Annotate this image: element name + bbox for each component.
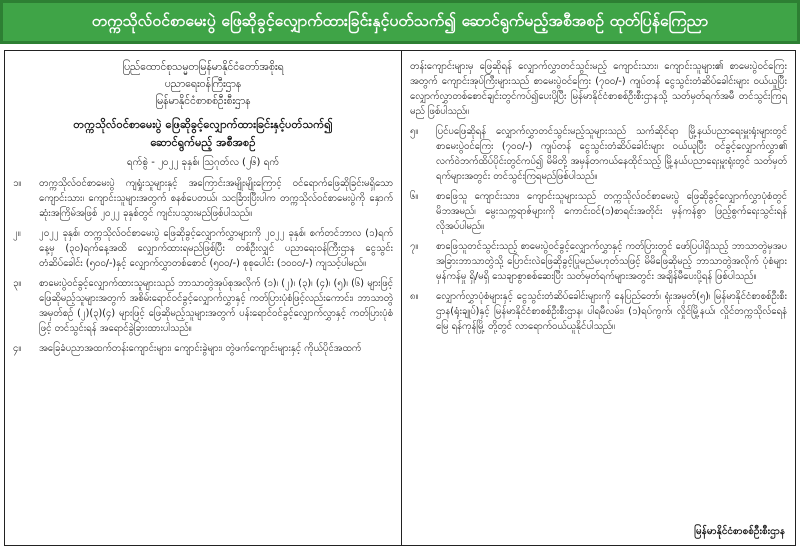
paragraph-text: စာဖြေသူ ကျောင်းသား၊ ကျောင်းသူများသည် တက္ကသိုလ်ဝင်စာမေးပွဲ ဖြေဆိုခွင့်လျှောက်လွှာပုံစံတွင် မိဘအမည်၊ မွေးသက္ကရာဇ်များကို ကောင်းဝင်(၁)စာရင်းအတိုင်း မှန်ကန်စွာ ဖြည့်စွက်ရေးသွင်းရန် လိုအပ်ပါမည်။ xyxy=(436,191,787,232)
paragraph-number: ၄။ xyxy=(13,343,22,354)
paragraph-number: ၈။ xyxy=(410,291,419,302)
paragraph-text: လျှောက်လွှာပုံစံများနှင့် ငွေသွင်းတံဆိပ်ခေါင်းများကို နေပြည်တော်၊ ရုံးအမှတ်(၅)၊ မြန်မာနိုင်ငံစာစစ်ဦးစီးဌာန(ရုံးချုပ်)နှင့် မြန်မာနိုင်ငံစာစစ်ဦးစီးဌာန၊ ပါရမီလမ်း၊ (၁)ရပ်ကွက်၊ လှိုင်မြို့နယ်၊ လှိုင်တက္ကသိုလ်ရေနံမြေ ရန်ကုန်မြို့ တို့တွင် လာရောက်ဝယ်ယူနိုင်ပါသည်။ xyxy=(436,291,787,332)
right-column xyxy=(401,51,795,545)
paragraph-text: တန်းကျောင်းများမှ ဖြေဆိုရန် လျှောက်လွှာတင်သွင်းမည့် ကျောင်းသား၊ ကျောင်းသူများ၏ စာမေးပွဲဝင်ကြေးအတွက် ကျောင်းအုပ်ကြီးများသည် စာမေးပွဲဝင်ကြေး (၇၀၀/-) ကျပ်တန် ငွေသွင်းတံဆိပ်ခေါင်းများ ဝယ်ယူပြီး လျှောက်လွှာတစ်စောင်ချင်းတွင်ကပ်၍ပေးပို့ပြီး မြန်မာနိုင်ငံစာစစ်ဦးစီးဌာနသို့ သတ်မှတ်ရက်အမီ တင်သွင်းကြရမည် ဖြစ်ပါသည်။ xyxy=(410,61,787,117)
paragraph-number: ၆။ xyxy=(410,191,419,202)
paragraph-number: ၁။ xyxy=(13,178,22,189)
paragraph xyxy=(13,176,393,221)
paragraph xyxy=(13,276,393,336)
paragraph-continuation xyxy=(410,59,787,119)
paragraph-text: စာမေးပွဲဝင်ခွင့်လျှောက်ထားသူများသည် ဘာသာတွဲအုပ်စုအလိုက် (၁)၊ (၂)၊ (၃)၊ (၄)၊ (၅)၊ (၆) များဖြင့် ဖြေဆိုမည့်သူများအတွက် အစိမ်းရောင်ဝင်ခွင့်လျှောက်လွှာနှင့် ကတ်ပြားပုံစံဖြင့်လည်းကောင်း၊ ဘာသာတွဲအမှတ်စဉ် (၂)(၃)(၄) များဖြင့် ဖြေဆိုမည့်သူများအတွက် ပန်းရောင်ဝင်ခွင့်လျှောက်လွှာနှင့် ကတ်ပြားပုံစံဖြင့် တင်သွင်းရန် အရောင်ခွဲခြားထားပါသည်။ xyxy=(39,278,393,334)
paragraph-number: ၇။ xyxy=(410,241,419,252)
paragraph-text: တက္ကသိုလ်ဝင်စာမေးပွဲ ကျရှုံးသူများနှင့် အကြောင်းအမျိုးမျိုးကြောင့် ဝင်ရောက်ဖြေဆိုခြင်းမရှိသော ကျောင်းသား၊ ကျောင်းသူများအတွက် စနစ်ပေတယ်၊ သငင်္ခြားပြီးပါက တက္ကသိုလ်ဝင်စာမေးပွဲကို နှောက်ဆုံးအကြိမ်အဖြစ် ၂၀၂၂ ခုနှစ်တွင် ကျင်းပသွားမည်ဖြစ်ပါသည်။ xyxy=(39,178,393,219)
paragraph xyxy=(13,341,393,356)
signature: မြန်မာနိုင်ငံစာစစ်ဦးစီးဌာန xyxy=(694,526,785,537)
paragraph xyxy=(410,189,787,234)
paragraph-number: ၂။ xyxy=(13,228,21,239)
paragraph-text: ၂၀၂၂ ခုနှစ်၊ တက္ကသိုလ်ဝင်စာမေးပွဲ ဖြေဆိုခွင့်လျှောက်လွှာများကို ၂၀၂၂ ခုနှစ်၊ စက်တင်ဘာလ (၁)ရက်နေ့မှ (၃၀)ရက်နေ့အထိ လျှောက်ထားရမည်ဖြစ်ပြီး တစ်ဦးလျှင် ပညာရေးဝန်ကြီးဌာန ငွေသွင်းတံဆိပ်ခေါင်း (၅၀၀/-)နှင့် လျှောက်လွှာတစ်စောင် (၅၀၀/-) စုစုပေါင်း (၁၀၀၀/-) ကျသင့်ပါမည်။ xyxy=(39,228,393,269)
paragraph xyxy=(410,239,787,284)
paragraph-text: အခြေခံပညာအထက်တန်းကျောင်းများ၊ ကျောင်းခွဲများ၊ တွဲဖက်ကျောင်းများနှင့် ကိုယ်ပိုင်အထက် xyxy=(39,343,362,354)
notice-title-line1: တက္ကသိုလ်ဝင်စာမေးပွဲ ဖြေဆိုခွင့်လျှောက်ထားခြင်းနှင့်ပတ်သက်၍ xyxy=(73,118,333,131)
paragraph xyxy=(410,289,787,334)
left-column xyxy=(5,51,401,545)
notice-date: ရက်စွဲ - ၂၀၂၂ ခုနှစ်၊ ဩဂုတ်လ (၂၆) ရက် xyxy=(126,157,280,168)
paragraph xyxy=(13,226,393,271)
paragraph-text: ပြင်ပဖြေဆိုရန် လျှောက်လွှာတင်သွင်းမည့်သူများသည် သက်ဆိုင်ရာ မြို့နယ်ပညာရေးမှူးရုံးများတွင် စာမေးပွဲဝင်ကြေး (၇၀၀/-) ကျပ်တန် ငွေသွင်းတံဆိပ်ခေါင်းများ ဝယ်ယူပြီး ဝင်ခွင့်လျှောက်လွှာ၏ လက်ဝဲဘက်ထိပ်ပိုင်းတွင်ကပ်၍ မိမိတို့ အမှန်တကယ်နေထိုင်သည့် မြို့နယ်ပညာရေးမှူးရုံးတွင် သတ်မှတ်ရက်များအတွင်း တင်သွင်းကြရမည်ဖြစ်ပါသည်။ xyxy=(436,126,787,182)
ministry-name: ပညာရေးဝန်ကြီးဌာန xyxy=(164,78,242,90)
banner-title: တက္ကသိုလ်ဝင်စာမေးပွဲ ဖြေဆိုခွင့်လျှောက်ထားခြင်းနှင့်ပတ်သက်၍ ဆောင်ရွက်မည့်အစီအစဉ် ထုတ်ပြန်ကြေညာ xyxy=(91,11,709,30)
announcement-banner xyxy=(0,0,800,44)
paragraph-number: ၅။ xyxy=(410,126,419,137)
announcement-body xyxy=(4,50,796,546)
paragraph-text: စာဖြေသူတင်သွင်းသည့် စာမေးပွဲဝင်ခွင့်လျှောက်လွှာနှင့် ကတ်ပြားတွင် ဖော်ပြပါရှိသည့် ဘာသာတွဲမှအပ အခြားဘာသာတွဲသို့ ပြောင်းလဲဖြေဆိုခွင့်ပြုမည်မဟုတ်သဖြင့် မိမိဖြေဆိုမည့် ဘာသာတွဲအလိုက် ပုံစံများ မှန်ကန်မှု ရှိ/မရှိ သေချာစွာစစ်ဆေးပြီး သတ်မှတ်ရက်များအတွင်း အချိန်မီပေးပို့ရန် ဖြစ်ပါသည်။ xyxy=(436,241,787,282)
paragraph xyxy=(410,124,787,184)
paragraph-number: ၃။ xyxy=(13,278,22,289)
notice-title-line2: ဆောင်ရွက်မည့် အစီအစဉ် xyxy=(150,136,256,149)
government-name: ပြည်ထောင်စုသမ္မတမြန်မာနိုင်ငံတော်အစိုးရ xyxy=(122,61,284,73)
department-name: မြန်မာနိုင်ငံစာစစ်ဦးစီးဌာန xyxy=(155,95,251,107)
